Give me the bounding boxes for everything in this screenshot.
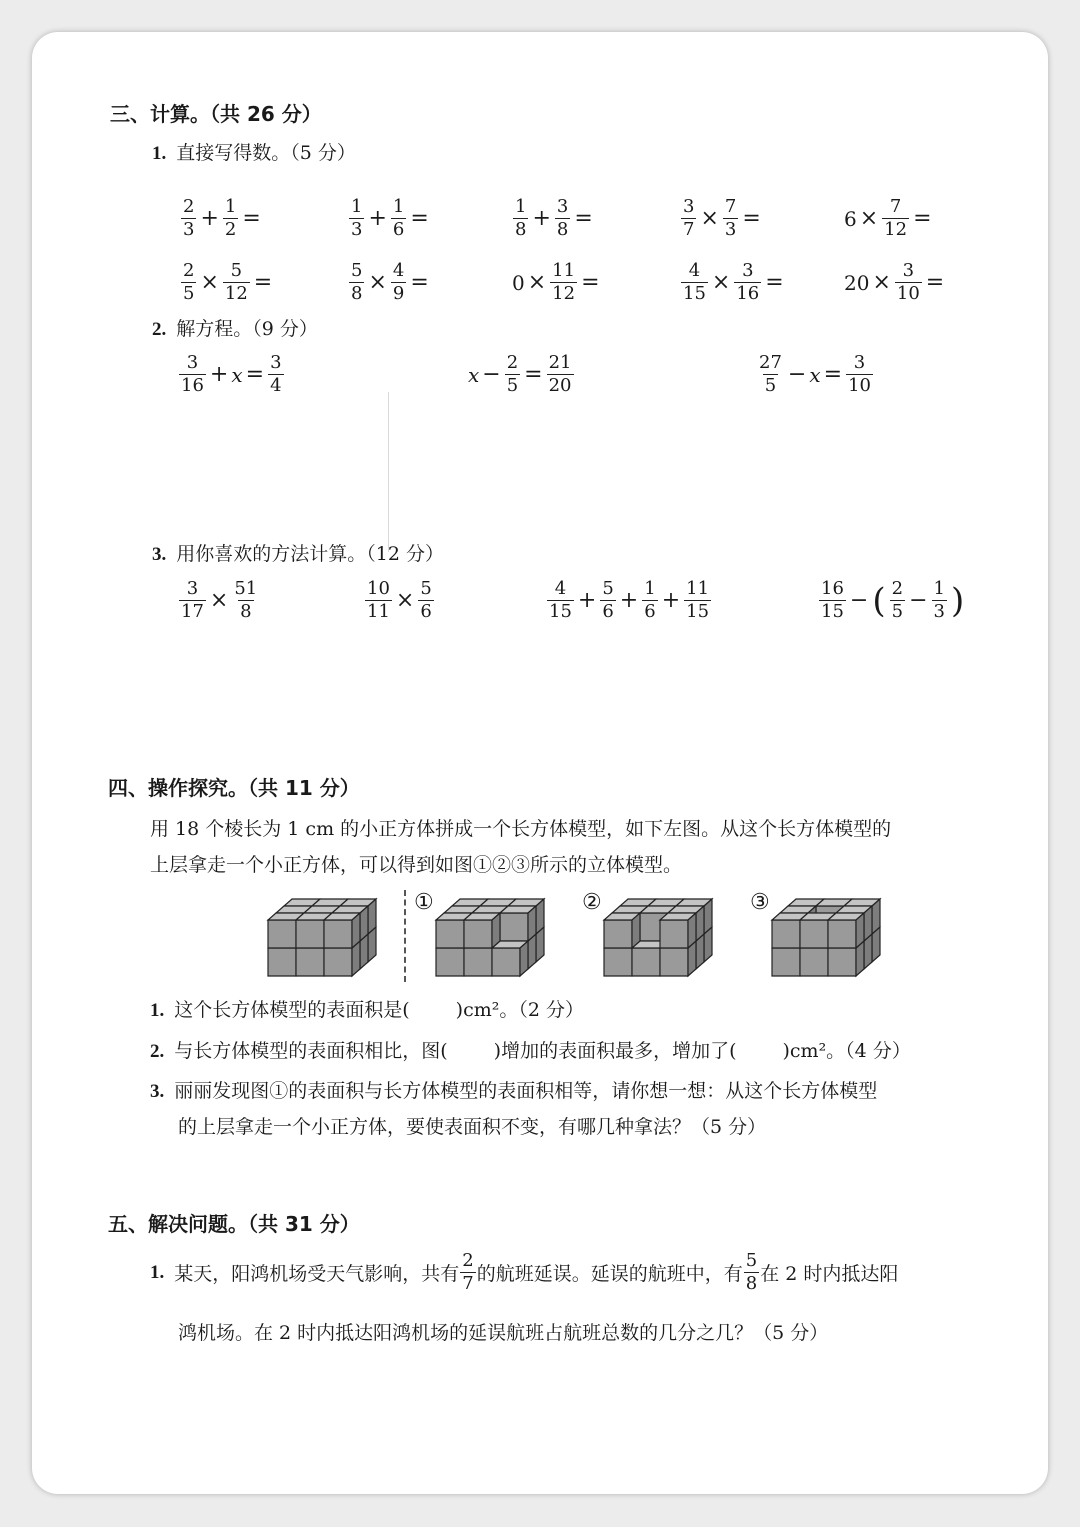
- calc-expression-2: [364, 580, 435, 621]
- fraction: $\frac{4}{15}$: [549, 578, 572, 622]
- plus-sign: +: [209, 362, 229, 387]
- cube-face: [828, 948, 856, 976]
- equals-sign: =: [242, 206, 261, 231]
- whole-number: 6: [844, 206, 857, 231]
- left-paren: (: [872, 580, 886, 621]
- fraction: $\frac{7}{3}$: [724, 196, 737, 240]
- cube-face: [604, 920, 632, 948]
- equals-sign: =: [823, 362, 843, 387]
- q-text: 用你喜欢的方法计算。（12 分）: [176, 543, 444, 565]
- fraction: $\frac{1}{3}$: [933, 578, 945, 622]
- cube-face: [828, 920, 856, 948]
- q4-1: [150, 995, 584, 1022]
- variable-x: x: [468, 362, 480, 387]
- equals-sign: =: [245, 362, 265, 387]
- equals-sign: =: [581, 270, 600, 295]
- scan-artifact-line: [388, 392, 389, 552]
- q-text: 解方程。（9 分）: [176, 318, 318, 340]
- fraction: $\frac{4}{15}$: [683, 260, 706, 304]
- equation-1: [178, 354, 285, 395]
- cube-face: [500, 913, 528, 941]
- equals-sign: =: [253, 270, 273, 295]
- fraction: $\frac{5}{8}$: [351, 260, 363, 304]
- cube-face: [352, 913, 360, 948]
- cube-face: [604, 948, 632, 976]
- cube-face: [360, 906, 368, 941]
- operator-sign: ×: [527, 270, 547, 295]
- fraction: $\frac{5}{6}$: [420, 578, 432, 622]
- q-text: 直接写得数。（5 分）: [176, 142, 356, 164]
- plus-sign: +: [619, 588, 639, 613]
- operator-sign: ×: [872, 270, 891, 295]
- fraction: $\frac{3}{8}$: [556, 196, 569, 240]
- section-4-intro-line2: 上层拿走一个小正方体，可以得到如图①②③所示的立体模型。: [150, 854, 683, 876]
- calc-item: [680, 198, 762, 239]
- cube-face: [536, 899, 544, 934]
- equals-sign: =: [765, 270, 784, 295]
- q3-1-heading: [152, 138, 356, 165]
- minus-sign: −: [909, 588, 928, 613]
- cube-face: [696, 906, 704, 941]
- figure-label-1: ①: [414, 890, 434, 915]
- q-text: 在 2 时内抵达阳: [760, 1263, 899, 1285]
- cube-face: [492, 948, 520, 976]
- q-number: 2.: [150, 1041, 165, 1062]
- equals-sign: =: [574, 206, 593, 231]
- section-5-title: 五、解决问题。（共 31 分）: [108, 1212, 360, 1236]
- calc-item: [180, 262, 273, 303]
- operator-sign: ×: [859, 206, 879, 231]
- cube-face: [464, 920, 492, 948]
- worksheet-page: [32, 32, 1048, 1494]
- fraction: $\frac{3}{16}$: [736, 260, 760, 304]
- operator-sign: ×: [368, 270, 387, 295]
- cube-face: [436, 920, 464, 948]
- plus-sign: +: [577, 588, 597, 613]
- operator-sign: +: [200, 206, 219, 231]
- variable-x: x: [231, 362, 243, 387]
- calc-expression-4: [818, 580, 965, 621]
- equals-sign: =: [524, 362, 543, 387]
- q-text: )cm²。（2 分）: [455, 999, 584, 1021]
- cube-face: [368, 899, 376, 934]
- cube-face: [800, 920, 828, 948]
- equals-sign: =: [410, 270, 429, 295]
- figure-divider: [404, 890, 406, 982]
- cube-face: [864, 906, 872, 941]
- fraction: $\frac{2}{5}$: [506, 352, 519, 396]
- operator-sign: +: [368, 206, 387, 231]
- section-3-title: 三、计算。（共 26 分）: [110, 102, 322, 126]
- cube-face: [688, 913, 696, 948]
- cube-face: [492, 913, 500, 948]
- fraction: $\frac{5}{8}$: [745, 1250, 758, 1294]
- q-text: 某天，阳鸿机场受天气影响，共有: [174, 1263, 460, 1285]
- q4-3-line2: 的上层拿走一个小正方体，要使表面积不变，有哪几种拿法？（5 分）: [178, 1116, 767, 1138]
- equals-sign: =: [742, 206, 761, 231]
- calc-item: [512, 198, 594, 239]
- figure-model-2: [602, 888, 726, 980]
- calc-item: [348, 198, 430, 239]
- whole-number: 20: [844, 270, 870, 295]
- cube-face: [704, 899, 712, 934]
- calc-item: [844, 262, 945, 303]
- minus-sign: −: [787, 362, 807, 387]
- figure-model-1: [434, 888, 558, 980]
- cube-face: [660, 920, 688, 948]
- right-paren: ): [950, 580, 965, 621]
- fraction: $\frac{10}{11}$: [367, 578, 390, 622]
- figure-label-3: ③: [750, 890, 770, 915]
- q-text: 的航班延误。延误的航班中，有: [476, 1263, 743, 1285]
- cube-face: [800, 948, 828, 976]
- q5-1-line1: [150, 1252, 898, 1293]
- operator-sign: ×: [200, 270, 219, 295]
- fraction: $\frac{1}{6}$: [392, 196, 405, 240]
- figure-model-3: [770, 888, 894, 980]
- fraction: $\frac{1}{3}$: [351, 196, 363, 240]
- equals-sign: =: [925, 270, 945, 295]
- q5-1-line2: 鸿机场。在 2 时内抵达阳鸿机场的延误航班占航班总数的几分之几？（5 分）: [178, 1322, 829, 1344]
- fraction: $\frac{3}{7}$: [683, 196, 695, 240]
- fraction: $\frac{4}{9}$: [392, 260, 405, 304]
- fraction: $\frac{2}{5}$: [183, 260, 195, 304]
- cube-face: [268, 920, 296, 948]
- fraction: $\frac{3}{4}$: [270, 352, 282, 396]
- fraction: $\frac{3}{16}$: [181, 352, 204, 396]
- fraction: $\frac{5}{12}$: [224, 260, 248, 304]
- fraction: $\frac{21}{20}$: [548, 352, 572, 396]
- cube-face: [324, 920, 352, 948]
- cube-face: [520, 941, 528, 976]
- minus-sign: −: [849, 588, 869, 613]
- equation-3: [756, 354, 874, 395]
- q-number: 1.: [150, 1000, 165, 1021]
- fraction: $\frac{1}{2}$: [224, 196, 237, 240]
- cube-face: [436, 948, 464, 976]
- calc-item: [180, 198, 262, 239]
- fraction: $\frac{3}{10}$: [848, 352, 871, 396]
- fraction: $\frac{5}{6}$: [602, 578, 614, 622]
- cube-face: [872, 899, 880, 934]
- figure-label-2: ②: [582, 890, 602, 915]
- plus-sign: +: [661, 588, 681, 613]
- section-4-title: 四、操作探究。（共 11 分）: [108, 776, 360, 800]
- calc-item: [348, 262, 430, 303]
- q-text: )cm²。（4 分）: [782, 1040, 911, 1062]
- q-text: 这个长方体模型的表面积是(: [174, 999, 410, 1021]
- equation-2: [468, 354, 575, 395]
- fraction: $\frac{11}{15}$: [686, 578, 710, 622]
- equals-sign: =: [913, 206, 932, 231]
- fraction: $\frac{2}{5}$: [891, 578, 904, 622]
- q-number: 1.: [150, 1261, 165, 1283]
- section-4-intro-line1: 用 18 个棱长为 1 cm 的小正方体拼成一个长方体模型，如下左图。从这个长方体模型的: [150, 818, 892, 840]
- times-sign: ×: [395, 588, 415, 613]
- fraction: $\frac{3}{17}$: [181, 578, 204, 622]
- fraction: $\frac{7}{12}$: [884, 196, 908, 240]
- q3-3-heading: [152, 539, 444, 566]
- calc-expression-3: [546, 580, 712, 621]
- q-number: 3.: [150, 1081, 165, 1102]
- calc-expression-1: [178, 580, 260, 621]
- q-text: 丽丽发现图①的表面积与长方体模型的表面积相等，请你想一想：从这个长方体模型: [174, 1080, 878, 1102]
- fraction: $\frac{1}{8}$: [515, 196, 527, 240]
- variable-x: x: [809, 362, 821, 387]
- fraction: $\frac{2}{7}$: [462, 1250, 474, 1294]
- operator-sign: +: [532, 206, 551, 231]
- cube-face: [660, 948, 688, 976]
- cube-face: [296, 920, 324, 948]
- minus-sign: −: [482, 362, 501, 387]
- fraction: $\frac{2}{3}$: [183, 196, 195, 240]
- q-number: 3.: [152, 544, 167, 565]
- cube-face: [772, 948, 800, 976]
- cube-face: [324, 948, 352, 976]
- equals-sign: =: [410, 206, 429, 231]
- operator-sign: ×: [711, 270, 731, 295]
- cube-face: [464, 948, 492, 976]
- cube-face: [772, 920, 800, 948]
- q3-2-heading: [152, 314, 318, 341]
- cube-face: [856, 913, 864, 948]
- cube-face: [528, 906, 536, 941]
- fraction: $\frac{51}{8}$: [234, 578, 258, 622]
- figure-cuboid-original: [266, 888, 390, 980]
- calc-item: [680, 262, 785, 303]
- cube-face: [296, 948, 324, 976]
- whole-number: 0: [512, 270, 525, 295]
- fraction: $\frac{3}{10}$: [896, 260, 920, 304]
- operator-sign: ×: [700, 206, 719, 231]
- times-sign: ×: [209, 588, 229, 613]
- cube-face: [632, 913, 640, 948]
- q-number: 2.: [152, 319, 167, 340]
- cube-face: [632, 948, 660, 976]
- q-text: )增加的表面积最多，增加了(: [493, 1040, 737, 1062]
- fraction: $\frac{11}{12}$: [552, 260, 576, 304]
- q-number: 1.: [152, 143, 167, 164]
- fraction: $\frac{1}{6}$: [644, 578, 656, 622]
- calc-item: [512, 262, 601, 303]
- calc-item: [844, 198, 933, 239]
- q4-2: [150, 1036, 911, 1063]
- fraction: $\frac{27}{5}$: [759, 352, 782, 396]
- fraction: $\frac{16}{15}$: [821, 578, 844, 622]
- cube-face: [268, 948, 296, 976]
- q4-3-line1: [150, 1076, 877, 1103]
- q-text: 与长方体模型的表面积相比，图(: [174, 1040, 448, 1062]
